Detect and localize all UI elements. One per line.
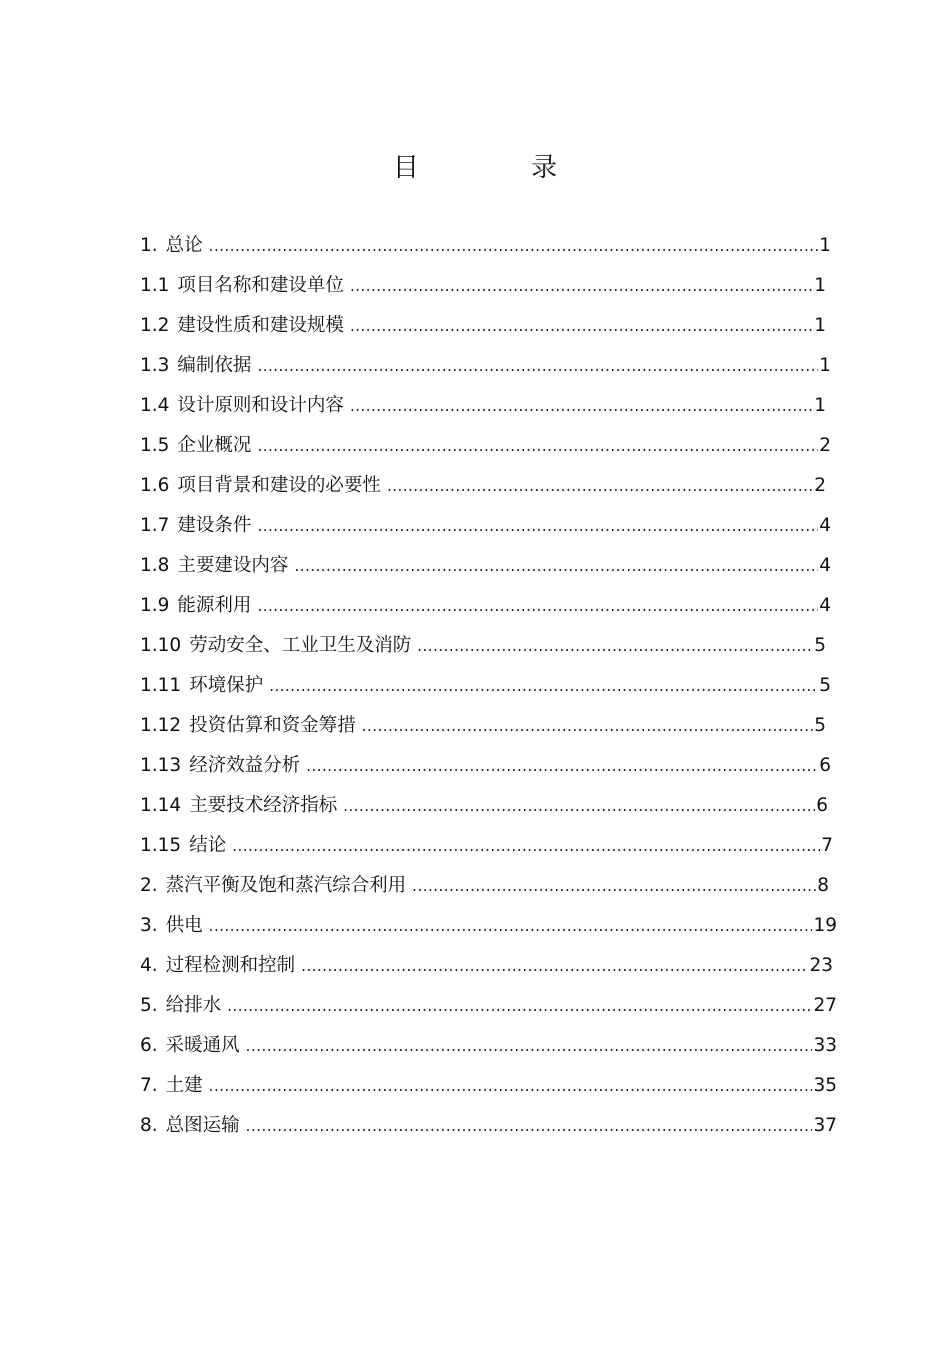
- toc-dot-leader: [257, 352, 818, 380]
- toc-entry-page-number: 5: [814, 715, 826, 736]
- toc-entry-page-number: 5: [814, 635, 826, 656]
- toc-entry-page-number: 4: [819, 595, 831, 616]
- toc-entry-number: 1.14: [140, 795, 182, 816]
- toc-entry-label: 采暖通风: [165, 1035, 240, 1056]
- toc-entry-number: 1.5: [140, 435, 170, 456]
- toc-dot-leader: [257, 592, 818, 620]
- toc-entry-label: 项目名称和建设单位: [177, 275, 344, 296]
- toc-entry-page-number: 5: [819, 675, 831, 696]
- toc-dot-leader: [343, 792, 815, 820]
- toc-entry[interactable]: [140, 552, 831, 592]
- toc-entry-page-number: 6: [819, 755, 831, 776]
- toc-entry-page-number: 4: [819, 515, 831, 536]
- toc-dot-leader: [232, 832, 820, 860]
- toc-entry[interactable]: [140, 232, 831, 272]
- toc-entry-page-number: 1: [819, 235, 831, 256]
- toc-dot-leader: [417, 632, 813, 660]
- toc-entry-number: 1.12: [140, 715, 182, 736]
- toc-entry-page-number: 19: [813, 915, 837, 936]
- toc-entry-number: 1.10: [140, 635, 182, 656]
- toc-entry-number: 1.6: [140, 475, 170, 496]
- toc-entry-label: 总论: [165, 235, 203, 256]
- toc-entry-label: 主要技术经济指标: [189, 795, 338, 816]
- toc-entry[interactable]: [140, 832, 833, 872]
- toc-dot-leader: [294, 552, 818, 580]
- toc-entry[interactable]: [140, 512, 831, 552]
- toc-dot-leader: [350, 312, 813, 340]
- toc-entry[interactable]: [140, 952, 833, 992]
- toc-entry-label: 设计原则和设计内容: [177, 395, 344, 416]
- toc-entry-page-number: 37: [813, 1115, 837, 1136]
- toc-dot-leader: [306, 752, 818, 780]
- toc-entry-label: 给排水: [165, 995, 222, 1016]
- toc-entry-number: 1.2: [140, 315, 170, 336]
- toc-entry-page-number: 1: [814, 315, 826, 336]
- toc-entry-label: 能源利用: [177, 595, 252, 616]
- toc-entry[interactable]: [140, 872, 829, 912]
- toc-dot-leader: [209, 232, 819, 260]
- toc-dot-leader: [257, 512, 818, 540]
- toc-entry[interactable]: [140, 1112, 837, 1152]
- toc-entry-label: 企业概况: [177, 435, 252, 456]
- toc-entry-label: 结论: [189, 835, 227, 856]
- toc-entry[interactable]: [140, 1032, 837, 1072]
- toc-entry[interactable]: [140, 792, 828, 832]
- toc-entry-label: 项目背景和建设的必要性: [177, 475, 381, 496]
- toc-entry-number: 1.7: [140, 515, 170, 536]
- toc-entry-label: 经济效益分析: [189, 755, 301, 776]
- toc-dot-leader: [412, 872, 816, 900]
- toc-dot-leader: [269, 672, 818, 700]
- toc-entry[interactable]: [140, 912, 837, 952]
- toc-entry-number: 1.9: [140, 595, 170, 616]
- toc-entry-page-number: 1: [819, 355, 831, 376]
- toc-entry[interactable]: [140, 392, 826, 432]
- toc-entry[interactable]: [140, 712, 826, 752]
- table-of-contents: [140, 232, 840, 1152]
- toc-entry-label: 蒸汽平衡及饱和蒸汽综合利用: [165, 875, 407, 896]
- toc-entry-number: 1.3: [140, 355, 170, 376]
- toc-entry[interactable]: [140, 672, 831, 712]
- toc-dot-leader: [227, 992, 812, 1020]
- toc-entry-number: 3.: [140, 915, 158, 936]
- toc-entry-number: 6.: [140, 1035, 158, 1056]
- toc-dot-leader: [209, 912, 813, 940]
- toc-entry[interactable]: [140, 272, 826, 312]
- toc-entry-label: 土建: [165, 1075, 203, 1096]
- toc-entry-number: 7.: [140, 1075, 158, 1096]
- toc-entry-page-number: 33: [813, 1035, 837, 1056]
- toc-entry-label: 过程检测和控制: [165, 955, 296, 976]
- toc-entry-label: 总图运输: [165, 1115, 240, 1136]
- toc-entry-number: 1.11: [140, 675, 182, 696]
- toc-entry-number: 1.4: [140, 395, 170, 416]
- toc-dot-leader: [387, 472, 813, 500]
- toc-entry[interactable]: [140, 592, 831, 632]
- toc-entry-page-number: 2: [814, 475, 826, 496]
- toc-dot-leader: [209, 1072, 813, 1100]
- toc-entry-page-number: 2: [819, 435, 831, 456]
- toc-entry-page-number: 1: [814, 395, 826, 416]
- toc-dot-leader: [257, 432, 818, 460]
- toc-dot-leader: [350, 272, 813, 300]
- page-title: 目 录: [392, 153, 610, 183]
- toc-entry-number: 8.: [140, 1115, 158, 1136]
- toc-entry-label: 建设条件: [177, 515, 252, 536]
- toc-entry-label: 编制依据: [177, 355, 252, 376]
- toc-entry[interactable]: [140, 632, 826, 672]
- toc-entry-label: 建设性质和建设规模: [177, 315, 344, 336]
- toc-entry-label: 环境保护: [189, 675, 264, 696]
- toc-dot-leader: [246, 1112, 813, 1140]
- toc-dot-leader: [246, 1032, 813, 1060]
- toc-dot-leader: [350, 392, 813, 420]
- toc-entry-label: 主要建设内容: [177, 555, 289, 576]
- toc-entry-number: 5.: [140, 995, 158, 1016]
- toc-entry[interactable]: [140, 432, 831, 472]
- toc-entry-label: 投资估算和资金筹措: [189, 715, 356, 736]
- toc-entry-page-number: 6: [816, 795, 828, 816]
- toc-entry-label: 供电: [165, 915, 203, 936]
- toc-entry-number: 1.15: [140, 835, 182, 856]
- toc-entry-page-number: 7: [821, 835, 833, 856]
- toc-entry[interactable]: [140, 472, 826, 512]
- toc-entry-number: 1.1: [140, 275, 170, 296]
- toc-entry[interactable]: [140, 752, 831, 792]
- toc-entry-number: 2.: [140, 875, 158, 896]
- toc-dot-leader: [362, 712, 814, 740]
- toc-entry-number: 1.8: [140, 555, 170, 576]
- toc-entry-page-number: 1: [814, 275, 826, 296]
- toc-entry-number: 4.: [140, 955, 158, 976]
- toc-entry-number: 1.: [140, 235, 158, 256]
- toc-entry-page-number: 23: [809, 955, 833, 976]
- toc-dot-leader: [301, 952, 808, 980]
- toc-entry[interactable]: [140, 1072, 837, 1112]
- toc-entry-number: 1.13: [140, 755, 182, 776]
- toc-entry-label: 劳动安全、工业卫生及消防: [189, 635, 412, 656]
- toc-entry-page-number: 8: [817, 875, 829, 896]
- toc-entry[interactable]: [140, 312, 826, 352]
- toc-entry-page-number: 27: [813, 995, 837, 1016]
- toc-entry-page-number: 4: [819, 555, 831, 576]
- toc-entry-page-number: 35: [813, 1075, 837, 1096]
- toc-entry[interactable]: [140, 352, 831, 392]
- toc-entry[interactable]: [140, 992, 837, 1032]
